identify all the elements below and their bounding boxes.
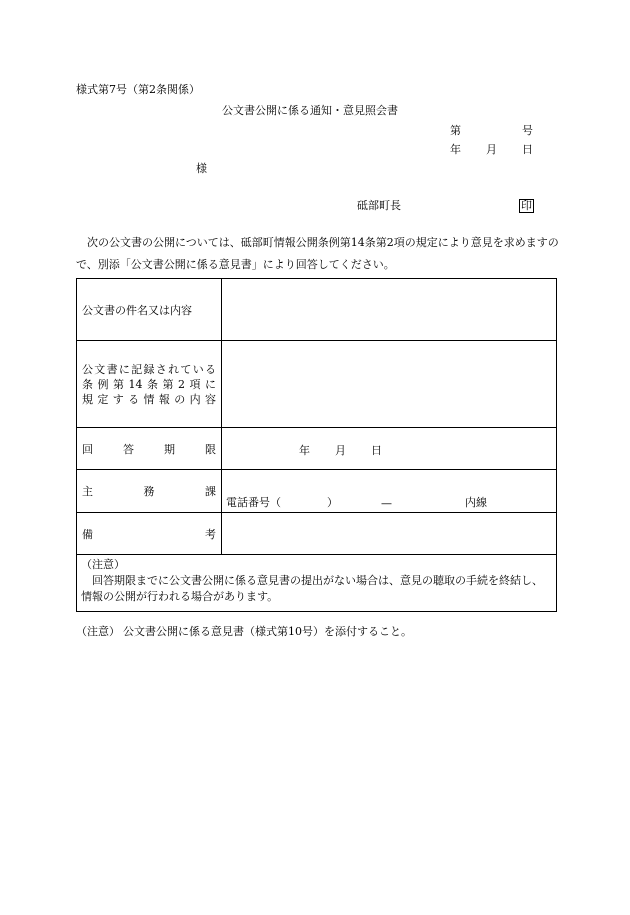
row-department: [77, 470, 557, 513]
deadline-label-char: 答: [123, 442, 134, 456]
phone-close-paren: ）: [327, 496, 338, 509]
remarks-label-char: 備: [82, 527, 93, 541]
deadline-label-char: 限: [205, 442, 216, 456]
note-title: （注意）: [81, 558, 125, 571]
deadline-day: 日: [371, 444, 382, 457]
deadline-month: 月: [335, 444, 346, 457]
info-table: [76, 278, 557, 612]
deadline-field[interactable]: [222, 428, 557, 470]
department-label-char: 務: [143, 485, 155, 498]
extension-label: 内線: [465, 496, 487, 509]
row-deadline: [77, 428, 557, 470]
date-month: 月: [486, 143, 497, 156]
info-content-label: [77, 341, 222, 428]
info-label-line-3: 規定する情報の内容: [82, 392, 216, 406]
subject-field[interactable]: [222, 279, 557, 341]
remarks-label-cell: [77, 513, 222, 555]
date-year: 年: [450, 143, 461, 156]
phone-label: 電話番号（: [226, 496, 281, 509]
note-cell: [77, 555, 557, 612]
sender-name: 砥部町長: [357, 199, 401, 212]
department-label-cell: [77, 470, 222, 513]
request-paragraph: 次の公文書の公開については、砥部町情報公開条例第14条第2項の規定により意見を求めますので、別添「公文書公開に係る意見書」により回答してください。: [76, 236, 559, 271]
info-label-line-1: 公文書に記録されている: [82, 362, 216, 376]
row-subject: [77, 279, 557, 341]
number-suffix: 号: [522, 124, 533, 137]
row-info-content: [77, 341, 557, 428]
addressee-suffix: 様: [196, 162, 207, 175]
phone-line: [222, 470, 556, 512]
seal-mark: 印: [521, 199, 532, 212]
department-field[interactable]: [222, 470, 557, 513]
deadline-label-char: 期: [164, 442, 175, 456]
department-label-char: 主: [82, 485, 93, 498]
form-number: 様式第7号（第2条関係）: [76, 83, 200, 96]
department-label: [82, 483, 216, 499]
info-content-field[interactable]: [222, 341, 557, 428]
footer-note-label: （注意）: [76, 625, 120, 638]
info-label-line-2: 条例第14条第2項に: [82, 377, 216, 391]
remarks-label: [82, 526, 216, 542]
phone-dash: —: [381, 497, 392, 510]
row-remarks: [77, 513, 557, 555]
row-note: [77, 555, 557, 612]
remarks-label-char: 考: [205, 527, 216, 541]
document-title: 公文書公開に係る通知・意見照会書: [222, 104, 398, 117]
deadline-year: 年: [299, 444, 310, 457]
deadline-label: [82, 441, 216, 457]
remarks-field[interactable]: [222, 513, 557, 555]
deadline-label-cell: [77, 428, 222, 470]
subject-label: 公文書の件名又は内容: [77, 279, 222, 341]
deadline-label-char: 回: [82, 442, 93, 456]
date-day: 日: [522, 143, 533, 156]
note-body: 回答期限までに公文書公開に係る意見書の提出がない場合は、意見の聴取の手続を終結し、情報の公開が行われる場合があります。: [81, 574, 543, 603]
footer-note-text: 公文書公開に係る意見書（様式第10号）を添付すること。: [123, 625, 412, 638]
number-prefix: 第: [450, 124, 461, 137]
department-label-char: 課: [205, 485, 216, 498]
